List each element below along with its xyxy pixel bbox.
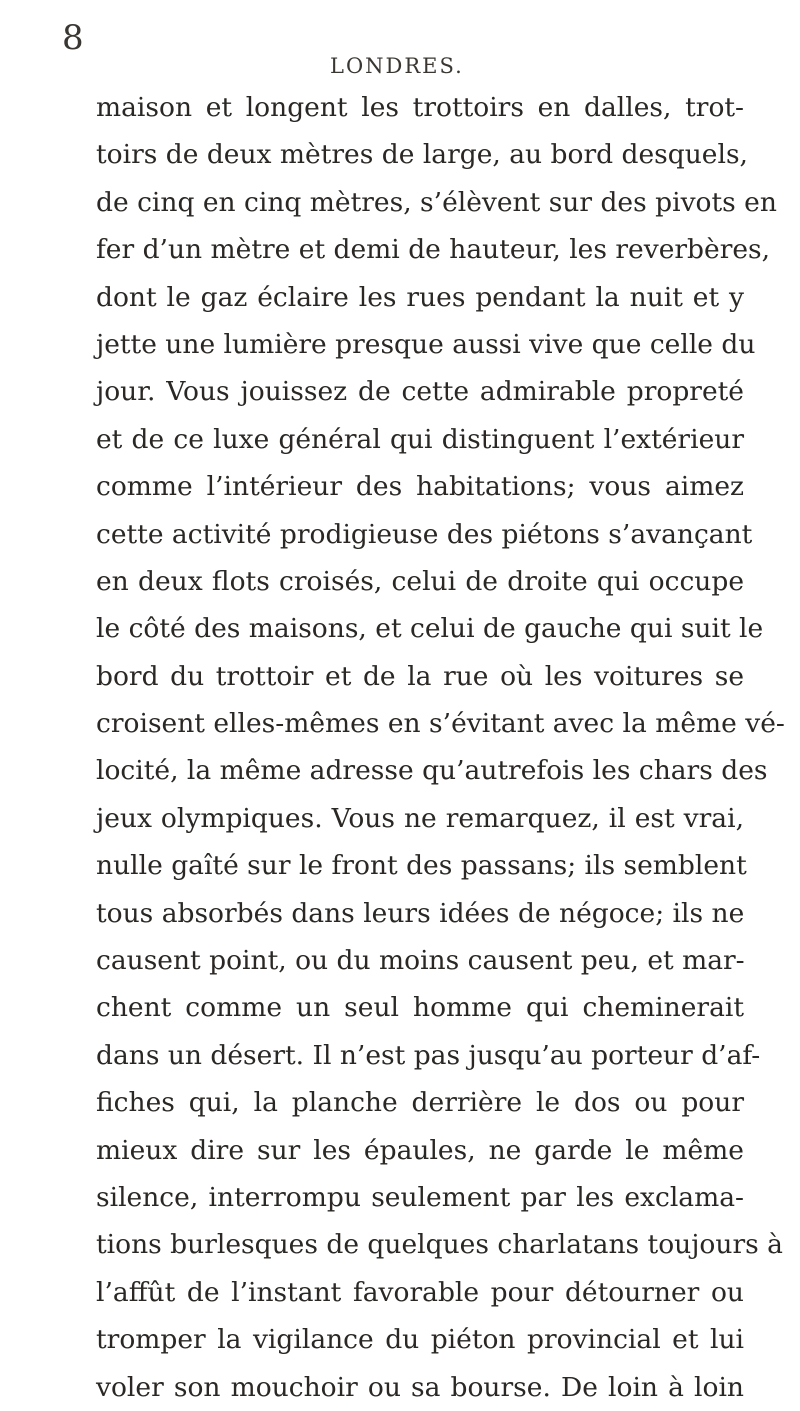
text-line: locité, la même adresse qu’autrefois les chars des [96, 755, 768, 787]
page-number: 8 [62, 18, 84, 58]
text-line: le côté des maisons, et celui de gauche qui suit le [96, 613, 764, 645]
text-line: tions burlesques de quelques charlatans toujours à [96, 1229, 783, 1261]
text-line: bord du trottoir et de la rue où les voitures se [96, 660, 744, 692]
text-line: fiches qui, la planche derrière le dos ou pour [96, 1087, 744, 1119]
text-line: mieux dire sur les épaules, ne garde le même [96, 1134, 744, 1166]
text-line: fer d’un mètre et demi de hauteur, les reverbères, [96, 234, 771, 266]
running-title: LONDRES. [330, 54, 464, 78]
body-text [96, 84, 785, 1411]
text-line: dont le gaz éclaire les rues pendant la nuit et y [96, 281, 744, 313]
text-line: croisent elles-mêmes en s’évitant avec la même vé- [96, 708, 785, 740]
text-line: dans un désert. Il n’est pas jusqu’au porteur d’af- [96, 1039, 761, 1071]
text-line: silence, interrompu seulement par les exclama- [96, 1181, 744, 1213]
text-line: maison et longent les trottoirs en dalles, trot- [96, 92, 744, 123]
text-line: causent point, ou du moins causent peu, et mar- [96, 945, 745, 977]
text-line: chent comme un seul homme qui cheminerait [96, 992, 744, 1024]
text-line: voler son mouchoir ou sa bourse. De loin à loin [96, 1371, 744, 1403]
text-line: tromper la vigilance du piéton provincial et lui [96, 1324, 744, 1356]
text-line: de cinq en cinq mètres, s’élèvent sur des pivots en [96, 186, 777, 218]
text-line: comme l’intérieur des habitations; vous aimez [96, 471, 744, 503]
text-line: tous absorbés dans leurs idées de négoce; ils ne [96, 897, 745, 929]
text-line: l’affût de l’instant favorable pour détourner ou [96, 1276, 744, 1308]
text-line: et de ce luxe général qui distinguent l’extérieur [96, 423, 744, 455]
text-line: jour. Vous jouissez de cette admirable propreté [96, 376, 744, 408]
text-line: cette activité prodigieuse des piétons s’avançant [96, 518, 753, 550]
text-line: jette une lumière presque aussi vive que celle du [96, 328, 756, 360]
text-line: jeux olympiques. Vous ne remarquez, il est vrai, [96, 802, 744, 834]
text-line: en deux flots croisés, celui de droite qui occupe [96, 565, 744, 597]
text-line: nulle gaîté sur le front des passans; ils semblent [96, 850, 747, 882]
text-line: toirs de deux mètres de large, au bord desquels, [96, 139, 748, 171]
